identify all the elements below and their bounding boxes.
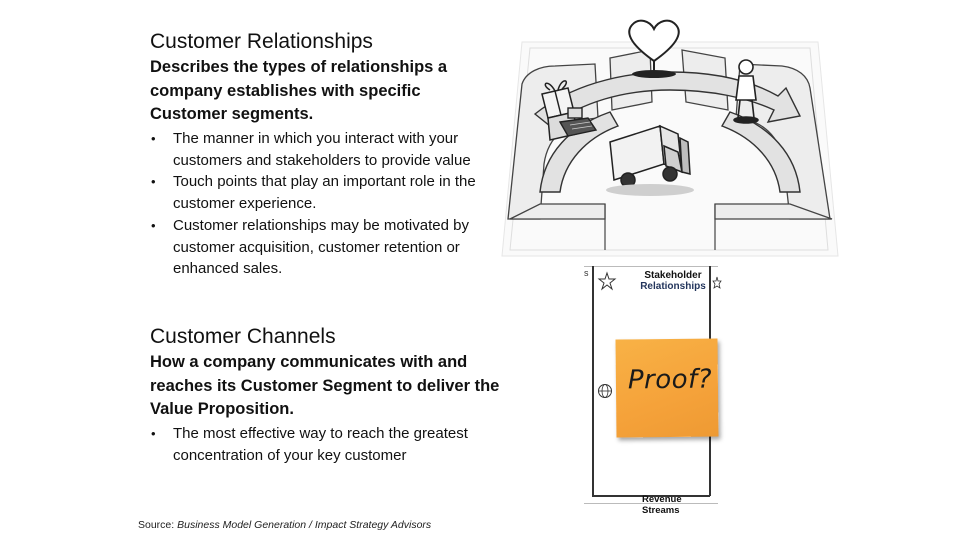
source-text: Business Model Generation / Impact Strategy Advisors — [177, 519, 432, 531]
canvas-divider — [592, 266, 594, 496]
section-title-channels: Customer Channels — [150, 325, 336, 348]
bullet-text: The most effective way to reach the greatest concentration of your key customer — [173, 425, 468, 464]
source-citation — [138, 519, 431, 531]
bullet-item: • Customer relationships may be motivated by customer acquisition, customer retention or enhanced sales. — [151, 216, 469, 278]
canvas-edge-text: s — [584, 268, 589, 278]
section-title-relationships: Customer Relationships — [150, 30, 373, 53]
bullet-list-channels — [150, 423, 510, 466]
bullet-item: • Touch points that play an important role in the customer experience. — [151, 173, 476, 213]
star-icon — [598, 272, 616, 290]
canvas-heading-line: Stakeholder — [644, 270, 702, 281]
sticky-note — [615, 338, 718, 437]
canvas-heading — [628, 270, 718, 292]
bullet-item: • The manner in which you interact with your customers and stakeholders to provide value — [151, 130, 471, 169]
canvas-heading-line: Relationships — [640, 281, 706, 292]
source-prefix: Source: — [138, 519, 178, 531]
bullet-text: Customer relationships may be motivated by customer acquisition, customer retention or enhanced sales. — [173, 216, 469, 278]
section-description-relationships: Describes the types of relationships a company establishes with specific Customer segments. — [150, 58, 448, 123]
bullet-text: The manner in which you interact with your customers and stakeholders to provide value — [173, 130, 471, 169]
canvas-footer-label: Revenue Streams — [642, 494, 682, 516]
canvas-illustration — [500, 14, 840, 264]
bullet-text: Touch points that play an important role in the customer experience. — [173, 173, 476, 213]
sticky-note-text: Proof? — [627, 364, 713, 396]
bullet-list-relationships — [150, 128, 510, 280]
globe-icon — [596, 383, 614, 399]
section-description-channels: How a company communicates with and reaches its Customer Segment to deliver the Value Proposition. — [150, 353, 500, 418]
bullet-item: • The most effective way to reach the greatest concentration of your key customer — [151, 425, 468, 464]
